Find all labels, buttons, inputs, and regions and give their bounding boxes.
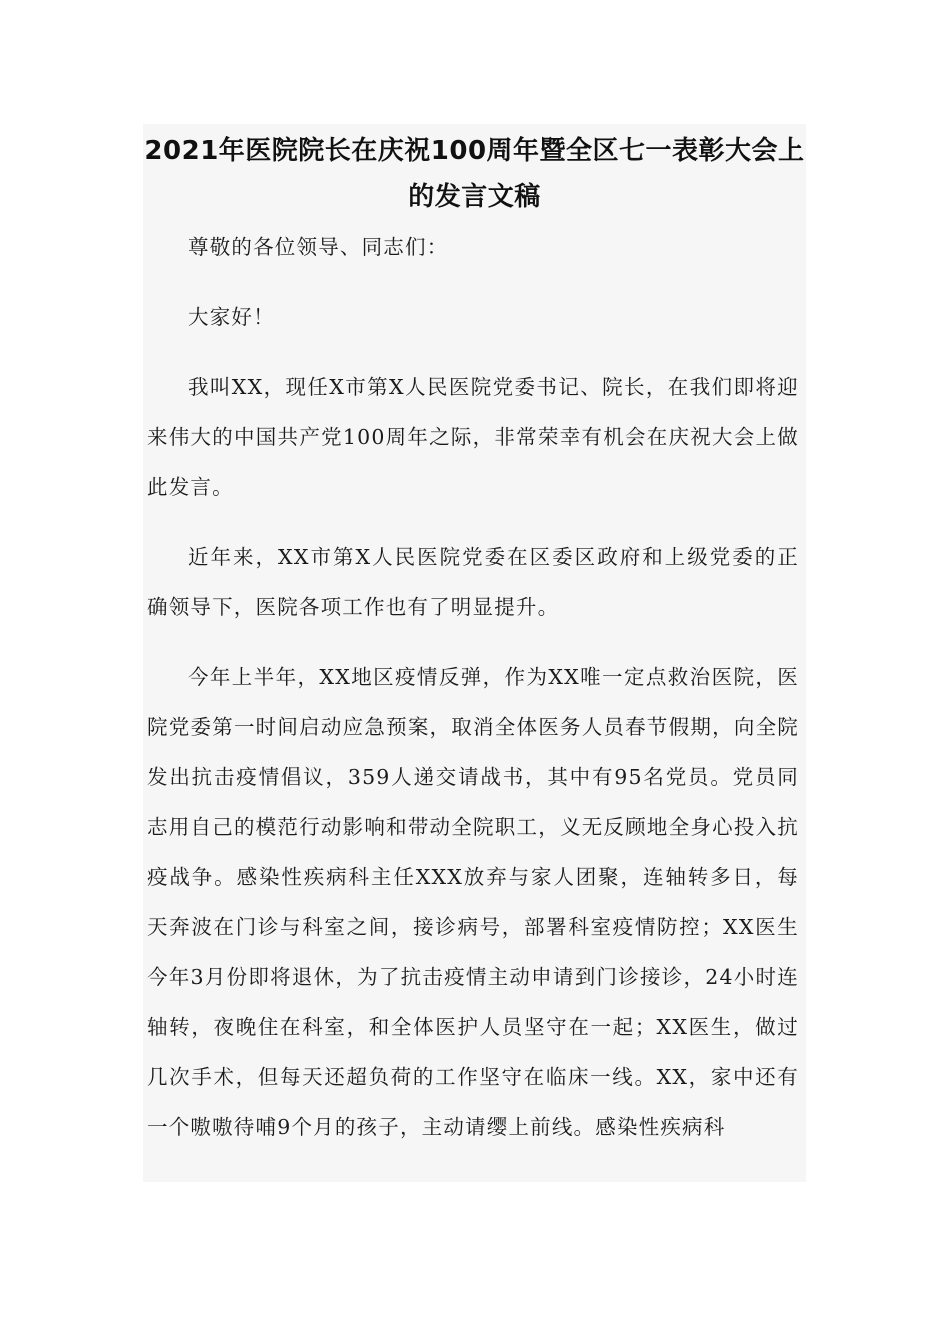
greeting-paragraph: 大家好！: [188, 305, 275, 329]
document-body: [147, 222, 799, 1152]
document-title: 2021年医院院长在庆祝100周年暨全区七一表彰大会上的发言文稿: [144, 136, 805, 212]
salutation-paragraph: 尊敬的各位领导、同志们：: [188, 235, 449, 259]
epidemic-response-paragraph: 今年上半年，XX地区疫情反弹，作为XX唯一定点救治医院，医院党委第一时间启动应急预案，取消全体医务人员春节假期，向全院发出抗击疫情倡议，359人递交请战书，其中有95名党员。党员同志用自己的模范行动影响和带动全院职工，义无反顾地全身心投入抗疫战争。感染性疾病科主任XXX放弃与家人团聚，连轴转多日，每天奔波在门诊与科室之间，接诊病号，部署科室疫情防控；XX医生今年3月份即将退休，为了抗击疫情主动申请到门诊接诊，24小时连轴转，夜晚住在科室，和全体医护人员坚守在一起；XX医生，做过几次手术，但每天还超负荷的工作坚守在临床一线。XX，家中还有一个嗷嗷待哺9个月的孩子，主动请缨上前线。感染性疾病科: [147, 665, 799, 1139]
achievements-paragraph: 近年来，XX市第X人民医院党委在区委区政府和上级党委的正确领导下，医院各项工作也有了明显提升。: [147, 545, 799, 619]
introduction-paragraph: 我叫XX，现任X市第X人民医院党委书记、院长，在我们即将迎来伟大的中国共产党100周年之际，非常荣幸有机会在庆祝大会上做此发言。: [147, 375, 799, 499]
